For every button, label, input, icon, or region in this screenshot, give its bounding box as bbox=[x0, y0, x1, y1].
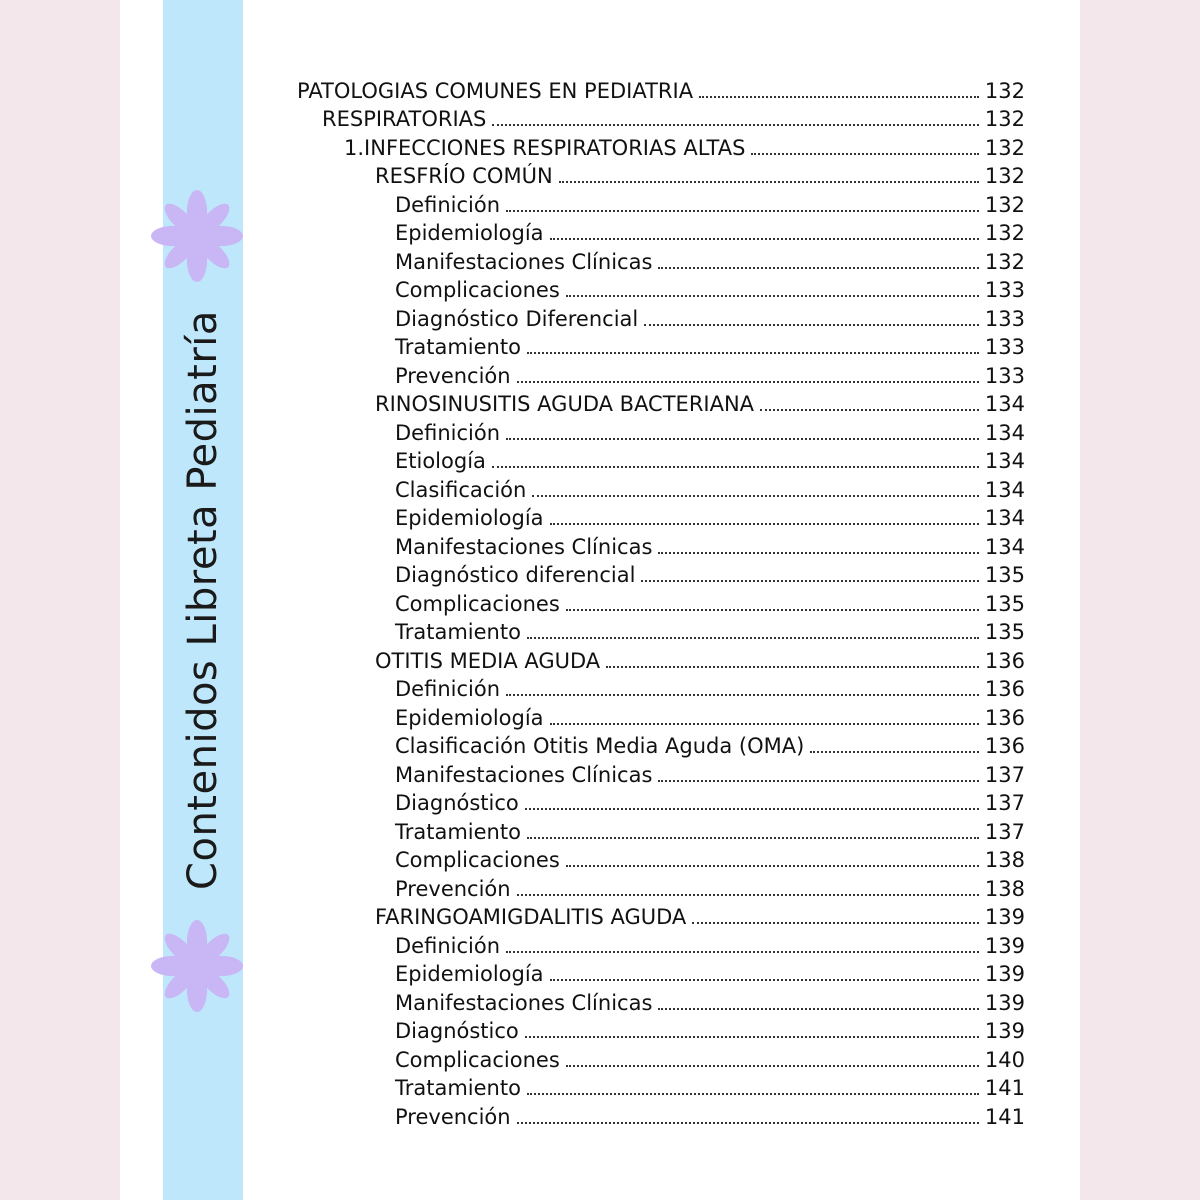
dot-leader bbox=[517, 1122, 979, 1124]
toc-entry[interactable] bbox=[297, 387, 1025, 416]
dot-leader bbox=[527, 1093, 979, 1095]
toc-entry-page: 136 bbox=[984, 734, 1025, 758]
toc-entry-label: RESFRÍO COMÚN bbox=[375, 164, 553, 188]
toc-entry[interactable] bbox=[297, 757, 1025, 786]
dot-leader bbox=[641, 580, 979, 582]
toc-entry[interactable] bbox=[297, 472, 1025, 501]
toc-entry[interactable] bbox=[297, 1071, 1025, 1100]
toc-entry[interactable] bbox=[297, 729, 1025, 758]
toc-entry-label: Definición bbox=[395, 192, 500, 217]
toc-entry-page: 137 bbox=[984, 791, 1025, 815]
toc-entry[interactable] bbox=[297, 73, 1025, 102]
toc-entry-label: Epidemiología bbox=[395, 506, 544, 530]
toc-entry-page: 138 bbox=[984, 876, 1025, 901]
toc-entry-label: Manifestaciones Clínicas bbox=[395, 990, 653, 1015]
toc-entry-label: Tratamiento bbox=[395, 819, 521, 844]
table-of-contents bbox=[297, 73, 1025, 1128]
toc-entry[interactable] bbox=[297, 330, 1025, 359]
toc-entry[interactable] bbox=[297, 216, 1025, 245]
toc-entry-label: Prevención bbox=[395, 876, 511, 901]
dot-leader bbox=[550, 238, 979, 240]
toc-entry[interactable] bbox=[297, 273, 1025, 302]
toc-entry-page: 133 bbox=[984, 278, 1025, 302]
toc-entry-label: Tratamiento bbox=[395, 1076, 521, 1100]
toc-entry-page: 134 bbox=[984, 477, 1025, 502]
toc-entry-label: Manifestaciones Clínicas bbox=[395, 249, 653, 274]
toc-entry-page: 138 bbox=[984, 848, 1025, 872]
toc-entry[interactable] bbox=[297, 1014, 1025, 1043]
dot-leader bbox=[699, 96, 979, 98]
toc-entry-page: 134 bbox=[984, 420, 1025, 445]
flower-icon bbox=[151, 190, 243, 282]
toc-entry-label: Tratamiento bbox=[395, 335, 521, 359]
sidebar-title: Contenidos Libreta Pediatría bbox=[180, 310, 226, 890]
toc-entry[interactable] bbox=[297, 957, 1025, 986]
toc-entry-label: Etiología bbox=[395, 449, 486, 473]
dot-leader bbox=[658, 552, 979, 554]
toc-entry-page: 133 bbox=[984, 306, 1025, 331]
toc-entry[interactable] bbox=[297, 529, 1025, 558]
toc-entry-label: Prevención bbox=[395, 1104, 511, 1129]
toc-entry[interactable] bbox=[297, 928, 1025, 957]
toc-entry-label: 1.INFECCIONES RESPIRATORIAS ALTAS bbox=[344, 135, 746, 160]
toc-entry-page: 134 bbox=[984, 506, 1025, 530]
toc-entry-page: 133 bbox=[984, 335, 1025, 359]
toc-entry-label: Manifestaciones Clínicas bbox=[395, 534, 653, 559]
toc-entry[interactable] bbox=[297, 843, 1025, 872]
toc-entry[interactable] bbox=[297, 130, 1025, 159]
dot-leader bbox=[525, 1036, 979, 1038]
toc-entry-page: 132 bbox=[984, 249, 1025, 274]
toc-entry[interactable] bbox=[297, 244, 1025, 273]
dot-leader bbox=[566, 609, 979, 611]
toc-entry-page: 141 bbox=[984, 1076, 1025, 1100]
toc-entry-label: Diagnóstico bbox=[395, 1019, 519, 1043]
toc-entry-page: 132 bbox=[984, 221, 1025, 245]
toc-entry-page: 139 bbox=[984, 1019, 1025, 1043]
toc-entry[interactable] bbox=[297, 1099, 1025, 1128]
dot-leader bbox=[566, 865, 979, 867]
toc-entry-label: Epidemiología bbox=[395, 221, 544, 245]
toc-entry-page: 133 bbox=[984, 363, 1025, 388]
toc-entry-label: Complicaciones bbox=[395, 591, 560, 616]
dot-leader bbox=[550, 523, 979, 525]
toc-entry-label: Complicaciones bbox=[395, 278, 560, 302]
dot-leader bbox=[658, 1008, 979, 1010]
toc-entry-label: FARINGOAMIGDALITIS AGUDA bbox=[375, 905, 687, 929]
dot-leader bbox=[492, 466, 979, 468]
dot-leader bbox=[517, 894, 979, 896]
toc-entry-page: 132 bbox=[984, 164, 1025, 188]
dot-leader bbox=[506, 694, 979, 696]
toc-entry[interactable] bbox=[297, 700, 1025, 729]
dot-leader bbox=[506, 951, 979, 953]
toc-entry[interactable] bbox=[297, 558, 1025, 587]
toc-entry[interactable] bbox=[297, 814, 1025, 843]
toc-entry[interactable] bbox=[297, 985, 1025, 1014]
toc-entry-label: OTITIS MEDIA AGUDA bbox=[375, 648, 601, 673]
toc-entry-label: PATOLOGIAS COMUNES EN PEDIATRIA bbox=[297, 78, 694, 103]
toc-entry-label: Diagnóstico diferencial bbox=[395, 563, 636, 587]
toc-entry[interactable] bbox=[297, 159, 1025, 188]
toc-entry[interactable] bbox=[297, 415, 1025, 444]
dot-leader bbox=[506, 210, 979, 212]
dot-leader bbox=[492, 124, 979, 126]
toc-entry[interactable] bbox=[297, 900, 1025, 929]
dot-leader bbox=[566, 1065, 979, 1067]
dot-leader bbox=[658, 780, 979, 782]
dot-leader bbox=[658, 267, 979, 269]
toc-entry-label: Definición bbox=[395, 677, 500, 701]
dot-leader bbox=[532, 495, 979, 497]
toc-entry[interactable] bbox=[297, 871, 1025, 900]
toc-entry-label: Epidemiología bbox=[395, 705, 544, 730]
toc-entry-page: 139 bbox=[984, 990, 1025, 1015]
toc-entry-label: Clasificación bbox=[395, 477, 527, 502]
toc-entry[interactable] bbox=[297, 102, 1025, 131]
toc-entry-page: 135 bbox=[984, 620, 1025, 644]
toc-entry[interactable] bbox=[297, 786, 1025, 815]
dot-leader bbox=[517, 381, 979, 383]
dot-leader bbox=[527, 837, 979, 839]
dot-leader bbox=[559, 181, 979, 183]
toc-entry[interactable] bbox=[297, 301, 1025, 330]
dot-leader bbox=[527, 637, 979, 639]
toc-entry-page: 135 bbox=[984, 563, 1025, 587]
toc-entry-page: 132 bbox=[984, 192, 1025, 217]
toc-entry[interactable] bbox=[297, 358, 1025, 387]
toc-entry-page: 136 bbox=[984, 648, 1025, 673]
dot-leader bbox=[692, 922, 979, 924]
dot-leader bbox=[606, 666, 979, 668]
dot-leader bbox=[810, 751, 979, 753]
toc-entry-label: Prevención bbox=[395, 363, 511, 388]
toc-entry-label: Diagnóstico Diferencial bbox=[395, 306, 639, 331]
toc-entry-label: Epidemiología bbox=[395, 962, 544, 986]
toc-entry[interactable] bbox=[297, 643, 1025, 672]
toc-entry-page: 139 bbox=[984, 933, 1025, 958]
toc-entry-label: RINOSINUSITIS AGUDA BACTERIANA bbox=[375, 392, 755, 416]
toc-entry[interactable] bbox=[297, 586, 1025, 615]
toc-entry-page: 136 bbox=[984, 677, 1025, 701]
toc-entry-label: Complicaciones bbox=[395, 848, 560, 872]
toc-entry-page: 134 bbox=[984, 449, 1025, 473]
toc-entry-label: Manifestaciones Clínicas bbox=[395, 762, 653, 787]
toc-entry-page: 139 bbox=[984, 905, 1025, 929]
toc-entry-label: Complicaciones bbox=[395, 1047, 560, 1072]
toc-entry-page: 134 bbox=[984, 392, 1025, 416]
dot-leader bbox=[644, 324, 979, 326]
toc-entry-page: 137 bbox=[984, 819, 1025, 844]
toc-entry-page: 140 bbox=[984, 1047, 1025, 1072]
toc-entry-label: Definición bbox=[395, 933, 500, 958]
dot-leader bbox=[550, 723, 979, 725]
toc-entry[interactable] bbox=[297, 672, 1025, 701]
toc-entry-page: 132 bbox=[984, 107, 1025, 131]
toc-entry-page: 141 bbox=[984, 1104, 1025, 1129]
toc-entry-label: RESPIRATORIAS bbox=[322, 107, 487, 131]
dot-leader bbox=[760, 409, 979, 411]
toc-entry[interactable] bbox=[297, 187, 1025, 216]
dot-leader bbox=[527, 352, 979, 354]
toc-entry[interactable] bbox=[297, 1042, 1025, 1071]
toc-entry-label: Clasificación Otitis Media Aguda (OMA) bbox=[395, 734, 805, 758]
toc-entry-page: 139 bbox=[984, 962, 1025, 986]
toc-entry-label: Diagnóstico bbox=[395, 791, 519, 815]
toc-entry-page: 137 bbox=[984, 762, 1025, 787]
dot-leader bbox=[751, 153, 978, 155]
toc-entry-label: Tratamiento bbox=[395, 620, 521, 644]
toc-entry-page: 132 bbox=[984, 78, 1025, 103]
dot-leader bbox=[550, 979, 979, 981]
toc-entry-label: Definición bbox=[395, 420, 500, 445]
toc-entry[interactable] bbox=[297, 615, 1025, 644]
dot-leader bbox=[566, 295, 979, 297]
flower-icon bbox=[151, 920, 243, 1012]
toc-entry-page: 132 bbox=[984, 135, 1025, 160]
toc-entry[interactable] bbox=[297, 444, 1025, 473]
dot-leader bbox=[525, 808, 979, 810]
dot-leader bbox=[506, 438, 979, 440]
toc-entry[interactable] bbox=[297, 501, 1025, 530]
toc-entry-page: 134 bbox=[984, 534, 1025, 559]
toc-entry-page: 136 bbox=[984, 705, 1025, 730]
toc-entry-page: 135 bbox=[984, 591, 1025, 616]
